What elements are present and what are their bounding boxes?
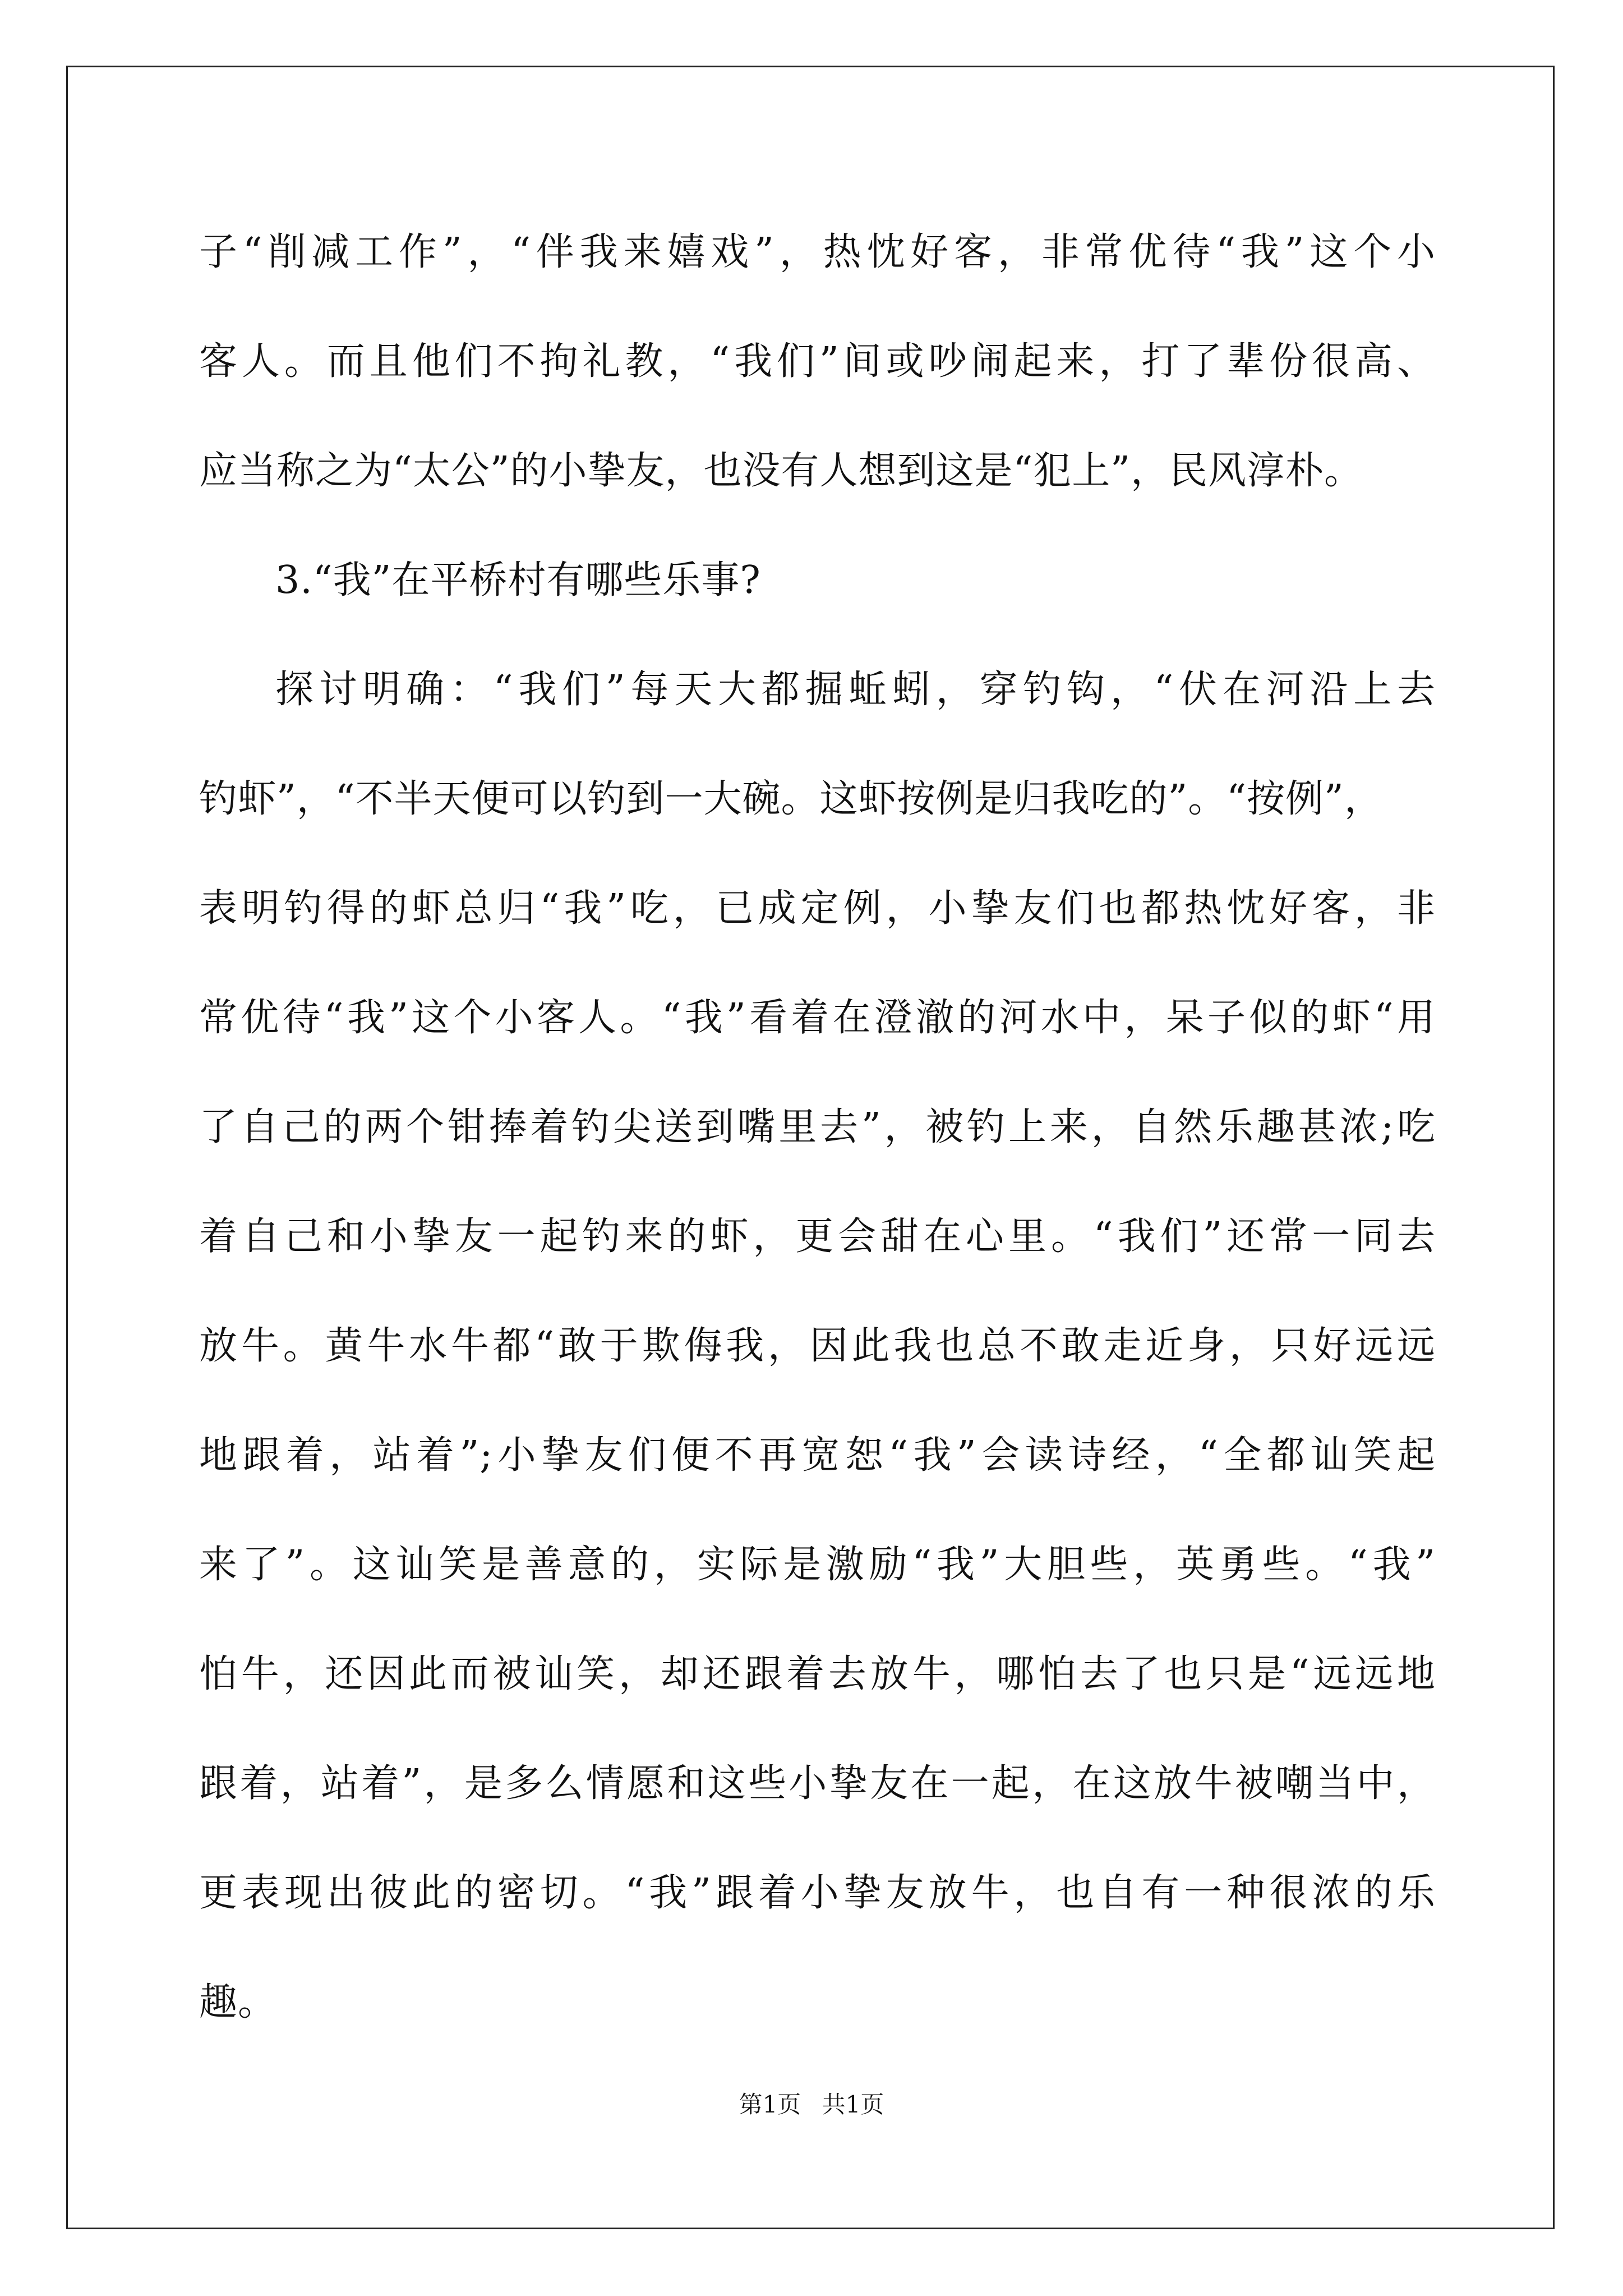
text-line: 钓虾”，“不半天便可以钓到一大碗。这虾按例是归我吃的”。“按例”，	[199, 777, 1383, 821]
text-line: 怕牛，还因此而被讪笑，却还跟着去放牛，哪怕去了也只是“远远地	[199, 1652, 1436, 1696]
page-footer	[0, 2088, 1623, 2122]
text-line: 更表现出彼此的密切。“我”跟着小挚友放牛，也自有一种很浓的乐	[199, 1871, 1436, 1915]
page-total: 共1页	[822, 2091, 884, 2118]
text-line: 来了”。这讪笑是善意的，实际是激励“我”大胆些，英勇些。“我”	[199, 1543, 1436, 1587]
text-line: 表明钓得的虾总归“我”吃，已成定例，小挚友们也都热忱好客，非	[199, 886, 1436, 931]
text-line: 了自己的两个钳捧着钓尖送到嘴里去”，被钓上来，自然乐趣甚浓;吃	[199, 1105, 1436, 1149]
text-line: 放牛。黄牛水牛都“敢于欺侮我，因此我也总不敢走近身，只好远远	[199, 1324, 1436, 1368]
text-line: 应当称之为“太公”的小挚友，也没有人想到这是“犯上”，民风淳朴。	[199, 449, 1363, 493]
text-line: 跟着，站着”，是多么情愿和这些小挚友在一起，在这放牛被嘲当中，	[199, 1761, 1436, 1806]
question-heading: 3.“我”在平桥村有哪些乐事?	[275, 558, 761, 602]
text-line: 趣。	[199, 1980, 277, 2024]
text-line: 探讨明确：“我们”每天大都掘蚯蚓，穿钓钩，“伏在河沿上去	[275, 668, 1436, 712]
text-line: 客人。而且他们不拘礼教，“我们”间或吵闹起来，打了辈份很高、	[199, 339, 1436, 384]
text-line: 子“削减工作”，“伴我来嬉戏”，热忱好客，非常优待“我”这个小	[199, 230, 1436, 274]
page-number: 第1页	[739, 2091, 801, 2118]
text-line: 着自己和小挚友一起钓来的虾，更会甜在心里。“我们”还常一同去	[199, 1214, 1436, 1259]
text-line: 常优待“我”这个小客人。“我”看着在澄澈的河水中，呆子似的虾“用	[199, 996, 1436, 1040]
text-line: 地跟着，站着”;小挚友们便不再宽恕“我”会读诗经，“全都讪笑起	[199, 1433, 1436, 1478]
